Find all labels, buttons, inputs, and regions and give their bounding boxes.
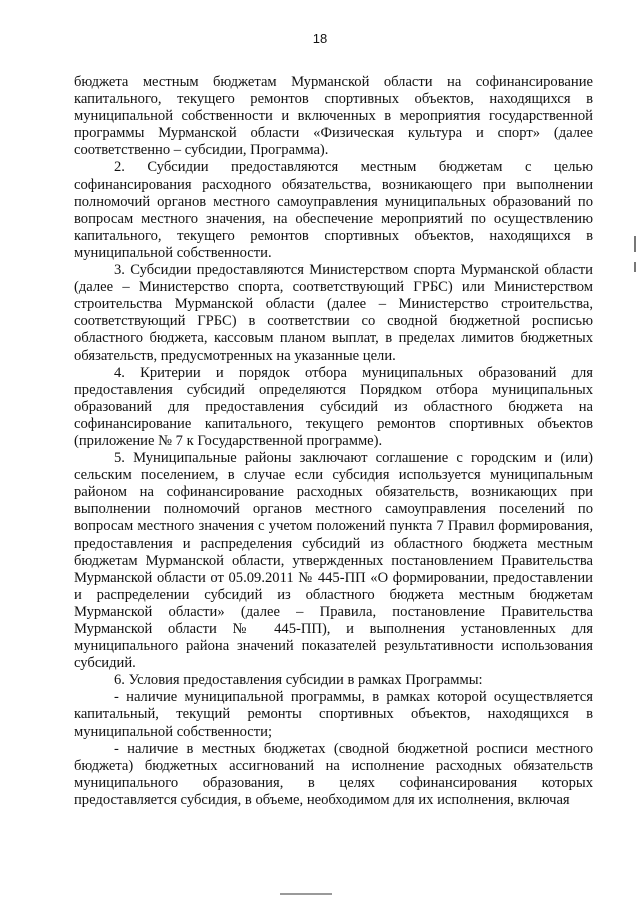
page-number: 18 (312, 31, 328, 46)
paragraph-6-heading: 6. Условия предоставления субсидии в рамках Программы: (114, 672, 483, 689)
paragraph-1-continuation: бюджета местным бюджетам Мурманской области на софинансирование капитального, текущего ремонтов спортивных объектов, находящихся в муниципальной собственности и включенных в мероприятия государственной программы Мурманской области «Физическая культура и спорт» (далее соответственно – субсидии, Программа). (74, 74, 593, 159)
paragraph-3: 3. Субсидии предоставляются Министерством спорта Мурманской области (далее – Министерство спорта, соответствующий ГРБС) или Министерством строительства Мурманской области (далее – Министерство строительства, соответствующий ГРБС) в соответствии со сводной бюджетной росписью областного бюджета, кассовым планом выплат, в пределах лимитов бюджетных обязательств, предусмотренных на указанные цели. (74, 262, 593, 364)
paragraph-2: 2. Субсидии предоставляются местным бюджетам с целью софинансирования расходного обязательства, возникающего при выполнении полномочий органов местного самоуправления муниципальных образований по вопросам местного значения, на обеспечение мероприятий по осуществлению капитального, текущего ремонтов спортивных объектов, находящихся в муниципальной собственности. (74, 159, 593, 261)
paragraph-4: 4. Критерии и порядок отбора муниципальных образований для предоставления субсидий определяются Порядком отбора муниципальных образований для предоставления субсидий из областного бюджета на софинансирование капитального, текущего ремонтов спортивных объектов (приложение № 7 к Государственной программе). (74, 364, 593, 449)
condition-item-1: - наличие муниципальной программы, в рамках которой осуществляется капитальный, текущий ремонты спортивных объектов, находящихся в муниципальной собственности; (74, 689, 593, 740)
scan-edge-mark (634, 236, 636, 252)
scan-footer-smudge (280, 893, 332, 895)
scan-edge-mark-lower (634, 262, 636, 272)
condition-item-2: - наличие в местных бюджетах (сводной бюджетной росписи местного бюджета) бюджетных ассигнований на исполнение расходных обязательств муниципального образования, в целях софинансирования которых предоставляется субсидия, в объеме, необходимом для их исполнения, включая (74, 740, 593, 808)
document-body (74, 74, 593, 809)
paragraph-5: 5. Муниципальные районы заключают соглашение с городским и (или) сельским поселением, в случае если субсидия используется муниципальным районом на софинансирование расходных обязательств, возникающих при выполнении полномочий органов местного самоуправления поселений по вопросам местного значения с учетом положений пункта 7 Правил формирования, предоставления и распределения субсидий из областного бюджета местным бюджетам Мурманской области, утвержденных постановлением Правительства Мурманской области от 05.09.2011 № 445-ПП «О формировании, предоставлении и распределении субсидий из областного бюджета местным бюджетам Мурманской области» (далее – Правила, постановление Правительства Мурманской области № 445-ПП), и выполнения установленных для муниципального района значений показателей результативности использования субсидий. (74, 450, 593, 672)
